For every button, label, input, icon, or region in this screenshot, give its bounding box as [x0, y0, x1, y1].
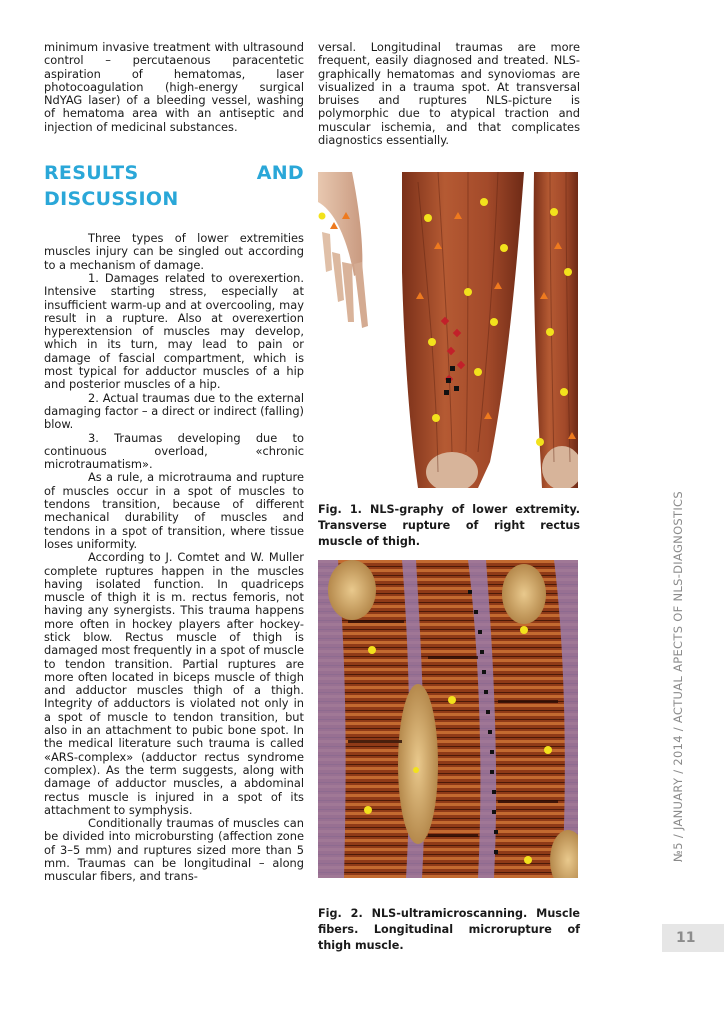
body-paragraph: As a rule, a microtrauma and rupture of muscles occur in a spot of muscles to tendons transition, because of different mechanical durability of muscles and tendons in a spot of transition, where tissue loses uniformity. [44, 470, 304, 551]
muscle-fiber-illustration [318, 560, 578, 878]
body-paragraph: 1. Damages related to overexertion. Intensive starting stress, especially at insufficient warm-up and at overcooling, may result in a rupture. Also at overexertion hyperextension of muscles may develop, which in its turn, may lead to pain or damage of fascial compartment, which is most typical for adductor muscles of a hip and posterior muscles of a hip. [44, 270, 304, 392]
journal-running-header: №5 / JANUARY / 2014 / ACTUAL APECTS OF NLS-DIAGNOSTICS [671, 491, 685, 862]
intro-paragraph: minimum invasive treatment with ultrasound control – percutaenous paracentetic aspiration of hematomas, laser photocoagulation (high-energy surgical NdYAG laser) of a bleeding vessel, washing of hematoma area with an antiseptic and injection of medicinal substances. [44, 40, 304, 134]
body-paragraph: Conditionally traumas of muscles can be divided into microbursting (affection zone of 3–5 mm) and ruptures sized more than 5 mm. Traumas can be longitudinal – along muscular fibers, and trans- [44, 816, 304, 884]
leg-illustration [318, 172, 578, 488]
body-paragraph: 2. Actual traumas due to the external damaging factor – a direct or indirect (falling) blow. [44, 390, 304, 432]
continuation-paragraph: versal. Longitudinal traumas are more frequent, easily diagnosed and treated. NLS-graphically hematomas and synoviomas are visualized in a trauma spot. At transversal bruises and ruptures NLS-picture is polymorphic due to atypical traction and muscular ischemia, and that complicates diagnostics essentially. [318, 40, 580, 148]
body-paragraph: According to J. Comtet and W. Muller complete ruptures happen in the muscles having isolated function. In quadriceps muscle of thigh it is m. rectus femoris, not having any synergists. This trauma happens more often in hockey players after hockey-stick blow. Rectus muscle of thigh is damaged most frequently in a spot of muscle to tendon transition. Partial ruptures are more often located in biceps muscle of thigh and adductor muscles thigh of a thigh. Integrity of adductors is violated not only in a spot of muscle to tendon transition, but also in an attachment to pubic bone spot. In the medical literature such trauma is called «ARS-complex» (adductor rectus syndrome complex). As the term suggests, along with damage of adductor muscles, a abdominal rectus muscle is injured in a spot of its attachment to symphysis. [44, 550, 304, 817]
figure-1-caption: Fig. 1. NLS-graphy of lower extremity. Transverse rupture of right rectus muscle of thigh. [318, 503, 580, 548]
body-paragraph: Three types of lower extremities muscles injury can be singled out according to a mechanism of damage. [44, 231, 304, 272]
right-column-text [318, 41, 580, 147]
figure-2-caption: Fig. 2. NLS-ultramicroscanning. Muscle fibers. Longitudinal microrupture of thigh muscle. [318, 907, 580, 952]
section-heading: RESULTS AND DISCUSSION [44, 162, 304, 211]
page-number: 11 [662, 924, 724, 952]
figure-2-image [318, 560, 578, 878]
body-paragraph: 3. Traumas developing due to continuous overload, «chronic microtraumatism». [44, 430, 304, 472]
figure-1-image [318, 172, 578, 488]
left-column [44, 41, 304, 884]
